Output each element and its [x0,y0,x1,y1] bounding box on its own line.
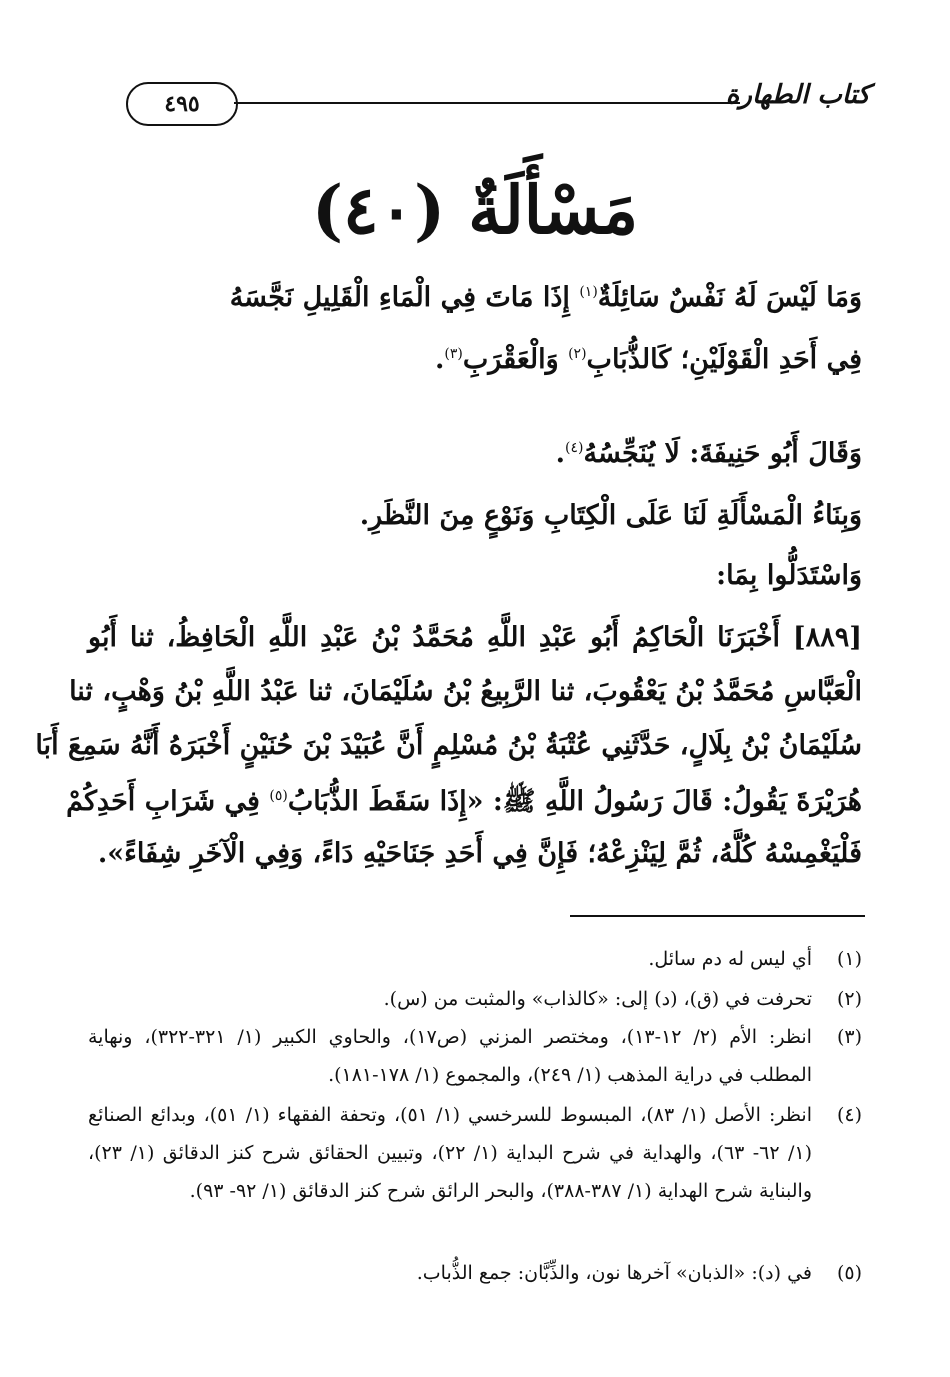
paragraph-abu-hanifa [556,438,862,469]
footnote-2 [88,980,862,1018]
hadith-text: فِي شَرَابِ أَحَدِكُمْ [66,786,270,817]
running-head-title: كتاب الطهارة [725,80,870,110]
footnote-5 [88,1254,862,1292]
footnote-text: انظر: الأصل (١/ ٨٣)، المبسوط للسرخسي (١/ ٥١)، وتحفة الفقهاء (١/ ٥١)، وبدائع الصنائع (١/ ٦٢- ٦٣)، والهداية في شرح البداية (١/ ٢٢)، وتبيين الحقائق شرح كنز الدقائق (١/ ٢٣)، والبناية شرح الهداية (١/ ٣٨٧-٣٨٨)، والبحر الرائق شرح كنز الدقائق (١/ ٩٢- ٩٣). [88,1104,812,1202]
hadith-line-5: فَلْيَغْمِسْهُ كُلَّهُ، ثُمَّ لِيَنْزِعْهُ؛ فَإِنَّ فِي أَحَدِ جَنَاحَيْهِ دَاءً، وَفِي الْآخَرِ شِفَاءً». [97,838,862,869]
footnote-number: (٤) [836,1104,862,1126]
paragraph-istadallu: وَاسْتَدَلُّوا بِمَا: [716,560,862,591]
footnote-1 [88,940,862,978]
matn-text: وَمَا لَيْسَ لَهُ نَفْسٌ سَائِلَةٌ [597,282,862,313]
hadith-line-3: سُلَيْمَانُ بْنُ بِلَالٍ، حَدَّثَنِي عُتْبَةُ بْنُ مُسْلِمٍ أَنَّ عُبَيْدَ بْنَ حُنَيْنٍ أَخْبَرَهُ أَنَّهُ سَمِعَ أَبَا [35,730,862,761]
matn-text: وَالْعَقْرَبِ [462,344,569,375]
footnote-ref: (١) [579,284,598,300]
page-header [120,78,870,128]
matn-line-1 [230,282,862,313]
footnote-ref: (٣) [444,346,463,362]
footnote-text: انظر: الأم (٢/ ١٢-١٣)، ومختصر المزني (ص١٧)، والحاوي الكبير (١/ ٣٢١-٣٢٢)، ونهاية المطلب في دراية المذهب (١/ ٢٤٩)، والمجموع (١/ ١٧٨-١٨١). [88,1026,812,1086]
footnote-separator [570,915,865,917]
footnote-ref: (٢) [568,346,587,362]
paragraph-text: وَقَالَ أَبُو حَنِيفَةَ: لَا يُنَجِّسُهُ [583,438,862,469]
header-rule [234,102,740,104]
matn-line-2 [435,344,862,375]
footnote-text: في (د): «الذبان» آخرها نون، والذِّبَّان: جمع الذُّباب. [416,1262,812,1284]
paragraph-binaa: وَبِنَاءُ الْمَسْأَلَةِ لَنَا عَلَى الْكِتَابِ وَنَوْعٍ مِنَ النَّظَرِ. [359,500,862,531]
chapter-title: مَسْأَلَةٌ (٤٠) [311,171,639,249]
page-number-badge [126,82,238,126]
footnote-number: (١) [836,948,862,970]
footnote-ref: (٤) [565,440,584,456]
matn-text: فِي أَحَدِ الْقَوْلَيْنِ؛ كَالذُّبَابِ [586,344,862,375]
footnote-number: (٢) [836,988,862,1010]
footnote-ref: (٥) [269,788,288,804]
hadith-line-2: الْعَبَّاسِ مُحَمَّدُ بْنُ يَعْقُوبَ، ثنا الرَّبِيعُ بْنُ سُلَيْمَانَ، ثنا عَبْدُ اللَّهِ بْنُ وَهْبٍ، ثنا [69,676,862,707]
footnote-text: أي ليس له دم سائل. [648,948,812,970]
hadith-line-1: [٨٨٩] أَخْبَرَنَا الْحَاكِمُ أَبُو عَبْدِ اللَّهِ مُحَمَّدُ بْنُ عَبْدِ اللَّهِ الْحَافِظُ، ثنا أَبُو [88,622,862,653]
footnote-number: (٥) [836,1262,862,1284]
footnote-number: (٣) [836,1026,862,1048]
matn-text: إِذَا مَاتَ فِي الْمَاءِ الْقَلِيلِ نَجَّسَهُ [229,282,580,313]
page-number: ٤٩٥ [164,91,200,117]
hadith-text: هُرَيْرَةَ يَقُولُ: قَالَ رَسُولُ اللَّهِ ﷺ: «إِذَا سَقَطَ الذُّبَابُ [287,786,862,817]
footnote-text: تحرفت في (ق)، (د) إلى: «كالذاب» والمثبت من (س). [383,988,812,1010]
matn-text: . [435,344,445,375]
paragraph-text: . [555,438,566,469]
hadith-line-4 [66,784,862,824]
footnote-3 [88,1018,862,1094]
footnote-4 [88,1096,862,1210]
